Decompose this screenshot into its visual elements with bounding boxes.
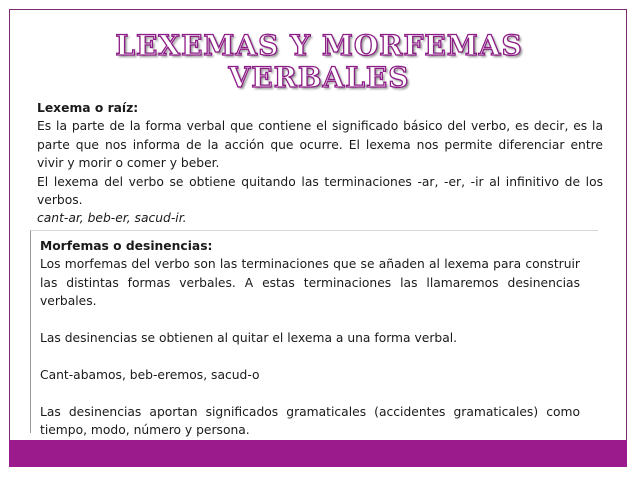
morfemas-paragraph-3: Las desinencias aportan significados gramaticales (accidentes gramaticales) como tiempo, modo, número y persona.: [40, 404, 580, 438]
title-line-2: VERBALES: [228, 61, 410, 94]
lexema-paragraph-1: Es la parte de la forma verbal que contiene el significado básico del verbo, es decir, es la parte que nos informa de la acción que ocurre. El lexema nos permite diferenciar entre vivir y morir o comer y beber.: [37, 119, 603, 171]
morfemas-heading: Morfemas o desinencias:: [40, 239, 213, 253]
title-line-1: LEXEMAS Y MORFEMAS: [115, 29, 523, 62]
morfemas-paragraph-2: Las desinencias se obtienen al quitar el lexema a una forma verbal.: [40, 331, 458, 346]
lexema-heading: Lexema o raíz:: [37, 101, 139, 115]
slide-title: [0, 30, 638, 94]
morfemas-paragraph-1: Los morfemas del verbo son las terminaciones que se añaden al lexema para construir las distintas formas verbales. A estas terminaciones las llamaremos desinencias verbales.: [40, 257, 580, 309]
morfemas-section: [40, 237, 580, 439]
lexema-example: cant-ar, beb-er, sacud-ir.: [37, 211, 187, 226]
bottom-accent-band: [9, 440, 627, 467]
lexema-section: [37, 99, 603, 228]
morfemas-example: Cant-abamos, beb-eremos, sacud-o: [40, 367, 260, 382]
lexema-paragraph-2: El lexema del verbo se obtiene quitando las terminaciones -ar, -er, -ir al infinitivo de los verbos.: [37, 174, 603, 208]
